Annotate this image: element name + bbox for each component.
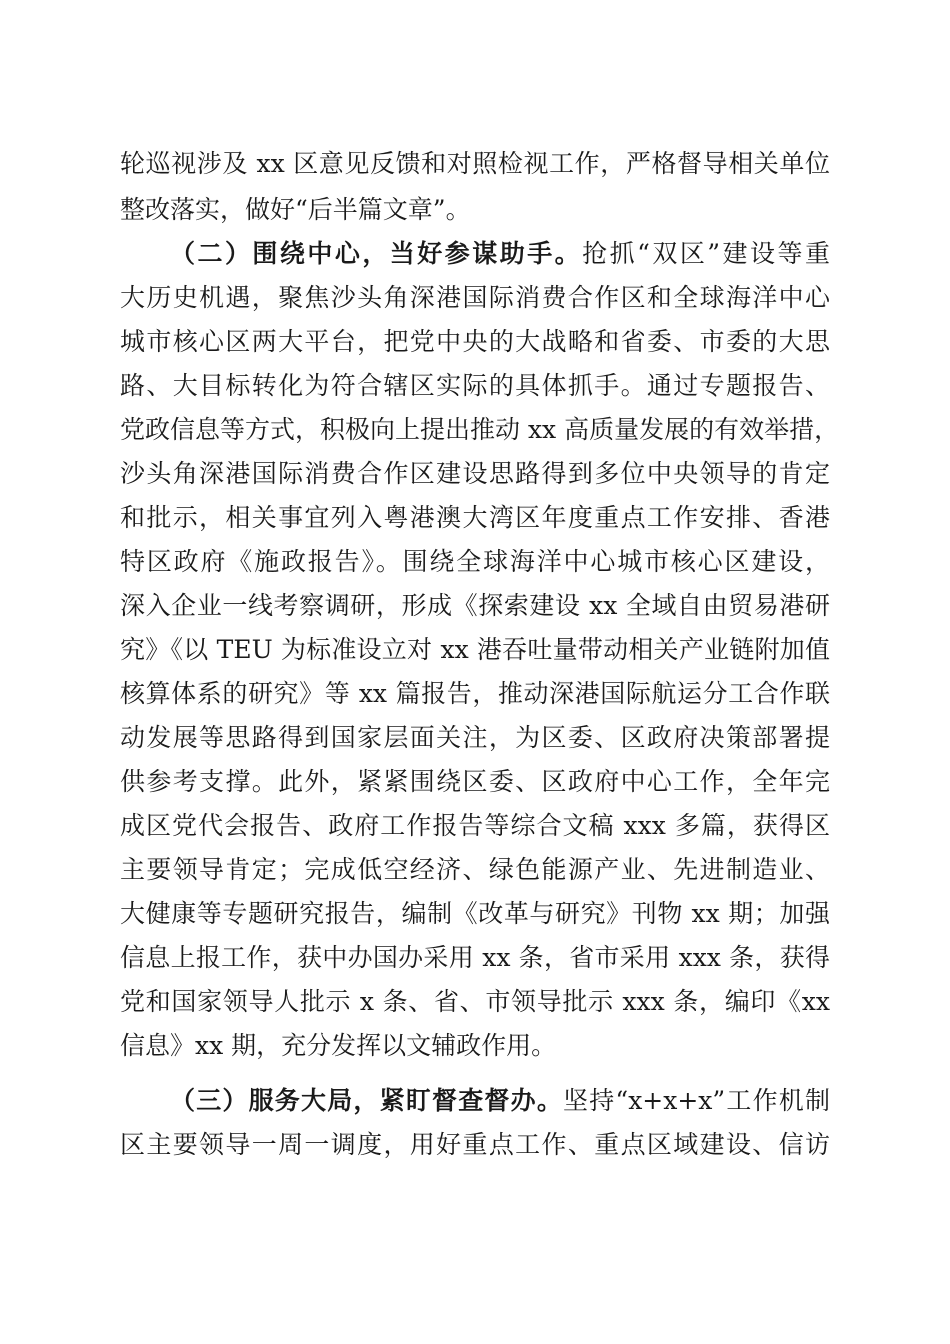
text-line: 大健康等专题研究报告，编制《改革与研究》刊物 xx 期；加强 — [120, 899, 830, 928]
text-line: 区主要领导一周一调度，用好重点工作、重点区域建设、信访 — [120, 1130, 830, 1159]
section-two-paragraph-start — [170, 232, 830, 276]
text-line: 成区党代会报告、政府工作报告等综合文稿 xxx 多篇，获得区 — [120, 811, 830, 840]
text-line: 轮巡视涉及 xx 区意见反馈和对照检视工作，严格督导相关单位 — [120, 149, 830, 178]
text-line: 动发展等思路得到国家层面关注，为区委、区政府决策部署提 — [120, 723, 830, 752]
text-line: 城市核心区两大平台，把党中央的大战略和省委、市委的大思 — [120, 327, 830, 356]
text-line: 大历史机遇，聚焦沙头角深港国际消费合作区和全球海洋中心 — [120, 283, 830, 312]
text-line: 核算体系的研究》等 xx 篇报告，推动深港国际航运分工合作联 — [120, 679, 830, 708]
section-two-heading: （二）围绕中心，当好参谋助手。 — [170, 239, 583, 268]
text-line: 党和国家领导人批示 x 条、省、市领导批示 xxx 条，编印《xx — [120, 987, 830, 1016]
text-line: 信息》xx 期，充分发挥以文辅政作用。 — [120, 1031, 557, 1060]
text-line: 究》《以 TEU 为标准设立对 xx 港吞吐量带动相关产业链附加值 — [120, 635, 830, 664]
text-segment: 抢抓“双区”建设等重 — [582, 239, 830, 268]
section-three-heading: （三）服务大局，紧盯督查督办。 — [170, 1086, 564, 1115]
text-line: 路、大目标转化为符合辖区实际的具体抓手。通过专题报告、 — [120, 371, 830, 400]
section-three-paragraph-start — [170, 1079, 830, 1123]
text-line: 和批示，相关事宜列入粤港澳大湾区年度重点工作安排、香港 — [120, 503, 830, 532]
text-line: 特区政府《施政报告》。围绕全球海洋中心城市核心区建设， — [120, 547, 830, 576]
text-segment: 坚持“x+x+x”工作机制 — [563, 1086, 830, 1115]
text-line: 信息上报工作，获中办国办采用 xx 条，省市采用 xxx 条，获得 — [120, 943, 830, 972]
text-line: 供参考支撑。此外，紧紧围绕区委、区政府中心工作，全年完 — [120, 767, 830, 796]
text-line: 主要领导肯定；完成低空经济、绿色能源产业、先进制造业、 — [120, 855, 830, 884]
text-line: 党政信息等方式，积极向上提出推动 xx 高质量发展的有效举措， — [120, 415, 840, 444]
text-line: 整改落实，做好“后半篇文章”。 — [120, 195, 471, 224]
text-line: 深入企业一线考察调研，形成《探索建设 xx 全域自由贸易港研 — [120, 591, 830, 620]
text-line: 沙头角深港国际消费合作区建设思路得到多位中央领导的肯定 — [120, 459, 830, 488]
